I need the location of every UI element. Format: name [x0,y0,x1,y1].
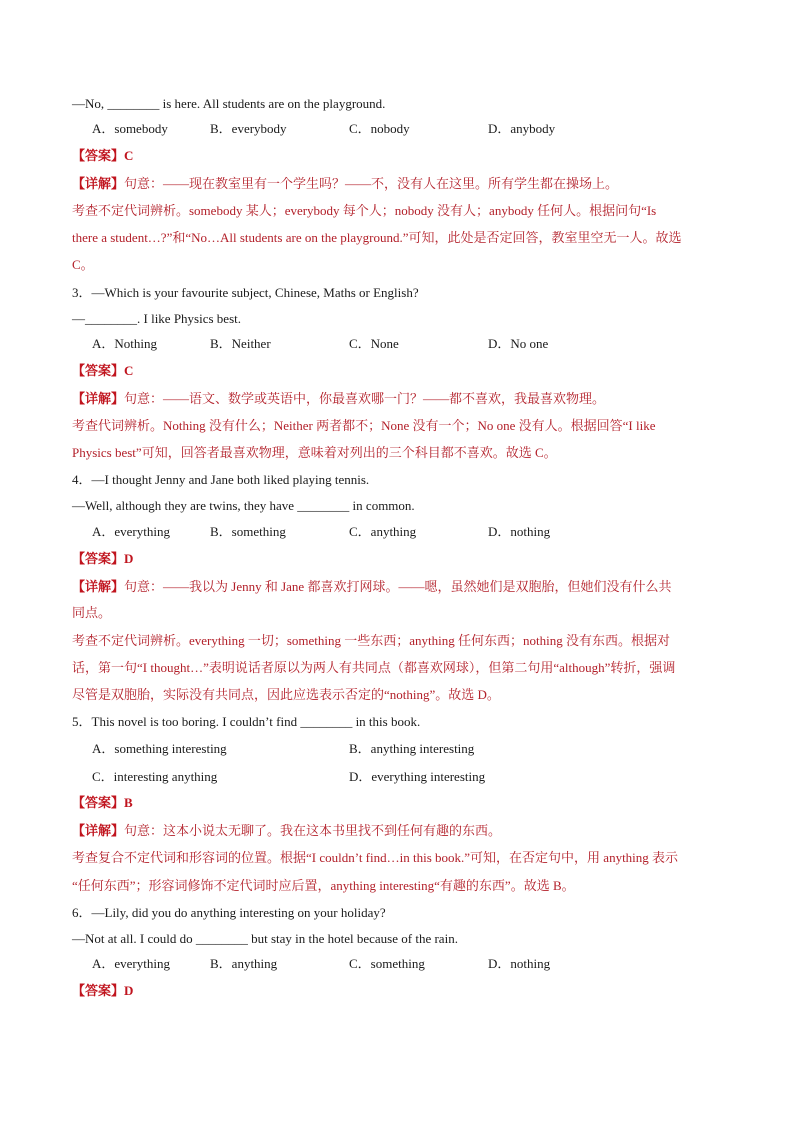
q5-answer [72,793,732,813]
q4-option-d: D．nothing [488,524,551,539]
q4-option-b: B．something [210,524,286,539]
q4-answer [72,549,732,569]
q6-question-line: 6．—Lily, did you do anything interesting on your holiday? [72,905,386,920]
q6-option-c: C．something [349,956,425,971]
q3-option-b: B．Neither [210,336,271,351]
detail-tag: 【详解】 [72,823,125,838]
q4-detail-line-3: 考查不定代词辨析。everything 一切；something 一些东西；anything 任何东西；nothing 没有东西。根据对 [72,633,670,648]
q4-question-line: 4．—I thought Jenny and Jane both liked playing tennis. [72,472,370,487]
q3-option-c: C．None [349,336,399,351]
q5-question-line: 5．This novel is too boring. I couldn’t find ________ in this book. [72,714,421,729]
q3-option-a: A．Nothing [92,336,158,351]
q5-detail-line-2: 考查复合不定代词和形容词的位置。根据“I couldn’t find…in this book.”可知，在否定句中，用 anything 表示 [72,850,679,865]
q2-option-b: B．everybody [210,121,287,136]
detail-tag: 【详解】 [72,176,125,191]
answer-value: D [124,983,134,998]
q5-option-a: A．something interesting [92,741,227,756]
q3-detail-line-3: Physics best”可知，回答者最喜欢物理，意味着对列出的三个科目都不喜欢。故选 C。 [72,445,557,460]
q6-option-b: B．anything [210,956,278,971]
q2-response-line: —No, ________ is here. All students are on the playground. [72,96,386,111]
q2-option-c: C．nobody [349,121,410,136]
q2-answer [72,146,732,166]
q2-option-a: A．somebody [92,121,168,136]
q4-option-c: C．anything [349,524,417,539]
q5-option-c: C．interesting anything [92,769,218,784]
q4-detail-line-1: 【详解】句意：——我以为 Jenny 和 Jane 都喜欢打网球。——嗯，虽然她们是双胞胎，但她们没有什么共 [72,579,672,594]
q3-answer [72,361,732,381]
answer-tag: 【答案】 [72,148,125,163]
q5-detail-line-3: “任何东西”；形容词修饰不定代词时应后置，anything interesting“有趣的东西”。故选 B。 [72,878,575,893]
detail-tag: 【详解】 [72,391,125,406]
q4-detail-line-4: 话，第一句“I thought…”表明说话者原以为两人有共同点（都喜欢网球），但第二句用“although”转折，强调 [72,660,676,675]
q2-detail-line-4: C。 [72,257,94,272]
answer-value: D [124,551,134,566]
q5-option-d: D．everything interesting [349,769,486,784]
q6-response-line: —Not at all. I could do ________ but stay in the hotel because of the rain. [72,931,458,946]
answer-tag: 【答案】 [72,983,125,998]
answer-tag: 【答案】 [72,363,125,378]
q3-question-line: 3．—Which is your favourite subject, Chinese, Maths or English? [72,285,419,300]
q2-detail-line-2: 考查不定代词辨析。somebody 某人；everybody 每个人；nobody 没有人；anybody 任何人。根据问句“Is [72,203,657,218]
detail-tag: 【详解】 [72,579,125,594]
q4-option-a: A．everything [92,524,170,539]
q6-option-a: A．everything [92,956,170,971]
q6-option-d: D．nothing [488,956,551,971]
answer-value: C [124,148,134,163]
q3-detail-line-1: 【详解】句意：——语文、数学或英语中，你最喜欢哪一门？——都不喜欢，我最喜欢物理。 [72,391,606,406]
answer-value: C [124,363,134,378]
q2-option-d: D．anybody [488,121,556,136]
answer-tag: 【答案】 [72,795,125,810]
answer-value: B [124,795,133,810]
q2-detail-line-3: there a student…?”和“No…All students are on the playground.”可知，此处是否定回答，教室里空无一人。故选 [72,230,682,245]
q3-detail-line-2: 考查代词辨析。Nothing 没有什么；Neither 两者都不；None 没有一个；No one 没有人。根据回答“I like [72,418,656,433]
q3-option-d: D．No one [488,336,549,351]
answer-tag: 【答案】 [72,551,125,566]
q4-detail-line-2: 同点。 [72,605,112,620]
q5-detail-line-1: 【详解】句意：这本小说太无聊了。我在这本书里找不到任何有趣的东西。 [72,823,502,838]
q2-detail-line-1: 【详解】句意：——现在教室里有一个学生吗？——不，没有人在这里。所有学生都在操场上。 [72,176,619,191]
q5-option-b: B．anything interesting [349,741,475,756]
q4-response-line: —Well, although they are twins, they have ________ in common. [72,498,415,513]
q6-answer [72,981,732,1001]
q4-detail-line-5: 尽管是双胞胎，实际没有共同点，因此应选表示否定的“nothing”。故选 D。 [72,687,500,702]
q3-response-line: —________. I like Physics best. [72,311,241,326]
